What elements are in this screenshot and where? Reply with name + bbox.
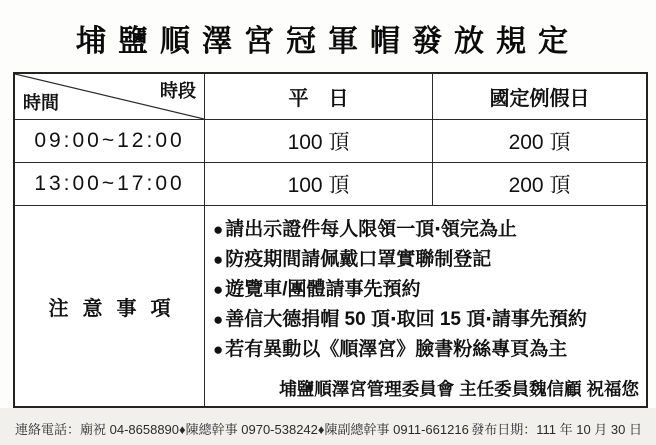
- bullet-icon: ●: [213, 340, 224, 359]
- bullet-icon: ●: [213, 250, 224, 269]
- list-item: [213, 305, 640, 335]
- page-footer: [0, 408, 656, 445]
- contact-phones: 連絡電話：廟祝 04-8658890♦陳總幹事 0970-538242♦陳副總幹事 0911-661216: [15, 422, 469, 437]
- header-weekday: 平 日: [205, 74, 433, 119]
- table-row-afternoon: [15, 163, 646, 206]
- weekday-quantity: 100 頂: [205, 163, 433, 205]
- bullet-icon: ●: [213, 310, 224, 329]
- table-header-row: [15, 74, 646, 120]
- bullet-icon: ●: [213, 220, 224, 239]
- notes-list: [205, 206, 646, 406]
- note-text: 善信大德捐帽 50 頂‧取回 15 頂‧請事先預約: [225, 309, 587, 330]
- page-title: 埔鹽順澤宮冠軍帽發放規定: [76, 25, 580, 58]
- notes-label: 注意事項: [15, 206, 205, 406]
- weekday-quantity: 100 頂: [205, 120, 433, 162]
- notes-row: [15, 206, 646, 406]
- time-range: 09:00~12:00: [15, 120, 205, 162]
- publish-date: 發布日期：111 年 10 月 30 日: [471, 422, 642, 437]
- schedule-table: [13, 72, 648, 408]
- bullet-icon: ●: [213, 280, 224, 299]
- holiday-quantity: 200 頂: [508, 131, 571, 154]
- list-item: [213, 275, 640, 305]
- time-range: 13:00~17:00: [15, 163, 205, 205]
- header-corner-cell: [15, 74, 205, 119]
- table-row-morning: [15, 120, 646, 163]
- note-text: 遊覽車/團體請事先預約: [225, 279, 421, 300]
- list-item: [213, 215, 640, 245]
- list-item: [213, 245, 640, 275]
- committee-signature: 埔鹽順澤宮管理委員會 主任委員魏信顧 祝福您: [279, 379, 639, 399]
- header-period-label: 時段: [160, 81, 196, 101]
- header-time-label: 時間: [23, 93, 59, 113]
- holiday-quantity: 200 頂: [508, 174, 571, 197]
- note-text: 若有異動以《順澤宮》臉書粉絲專頁為主: [225, 339, 568, 360]
- note-text: 防疫期間請佩戴口罩實聯制登記: [225, 249, 492, 270]
- list-item: [213, 335, 640, 365]
- header-holiday: 國定例假日: [489, 88, 590, 110]
- note-text: 請出示證件每人限領一頂‧領完為止: [225, 219, 517, 240]
